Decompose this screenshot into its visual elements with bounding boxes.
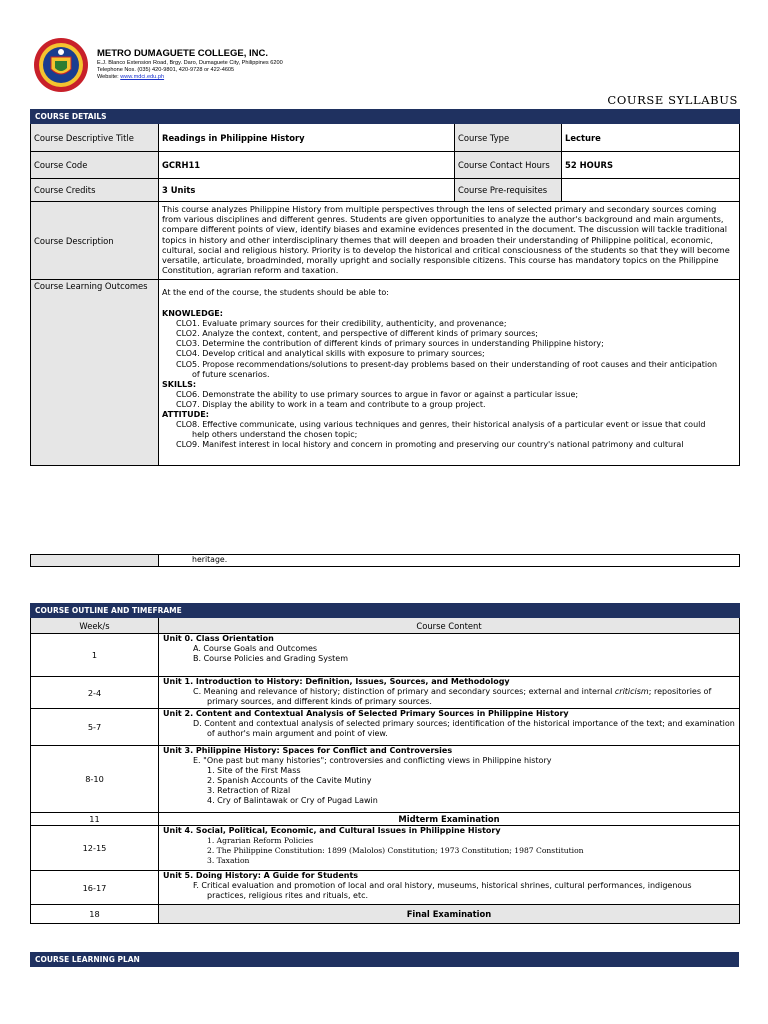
outline-item: B. Course Policies and Grading System xyxy=(193,654,348,663)
week-cell: 2-4 xyxy=(31,677,159,709)
week-cell: 11 xyxy=(31,813,159,826)
course-code-label: Course Code xyxy=(31,152,159,179)
clo-label: Course Learning Outcomes xyxy=(31,280,159,466)
prerequisites-label: Course Pre-requisites xyxy=(455,179,562,202)
document-title: COURSE SYLLABUS xyxy=(607,93,738,107)
clo-item: CLO4. Develop critical and analytical skills with exposure to primary sources; xyxy=(176,349,485,359)
week-cell: 1 xyxy=(31,634,159,677)
outline-subitem: 1. Site of the First Mass xyxy=(207,766,301,775)
outline-item: D. Content and contextual analysis of selected primary sources; identification of the historical importance of the text; and examination xyxy=(193,719,735,728)
content-column-header: Course Content xyxy=(159,618,740,634)
course-learning-plan-header: COURSE LEARNING PLAN xyxy=(31,953,739,967)
course-details-header: COURSE DETAILS xyxy=(31,110,740,124)
college-name: METRO DUMAGUETE COLLEGE, INC. xyxy=(97,48,268,59)
college-telephone: Telephone Nos. (035) 420-9801, 420-9728 or 422-4605 xyxy=(97,67,235,73)
descriptive-title-value: Readings in Philippine History xyxy=(159,124,455,152)
outline-content xyxy=(159,677,740,709)
week-column-header: Week/s xyxy=(31,618,159,634)
outline-item-continuation: practices, religious rites and rituals, etc. xyxy=(207,891,369,900)
clo-continuation-table xyxy=(30,554,740,567)
course-details-table xyxy=(30,109,740,466)
course-outline-table xyxy=(30,603,740,924)
unit-title: Unit 2. Content and Contextual Analysis of Selected Primary Sources in Philippine History xyxy=(163,709,569,718)
final-exam-cell: Final Examination xyxy=(159,905,740,924)
attitude-heading: ATTITUDE: xyxy=(162,410,209,420)
descriptive-title-label: Course Descriptive Title xyxy=(31,124,159,152)
outline-subitem: 2. Spanish Accounts of the Cavite Mutiny xyxy=(207,776,372,785)
clo-continuation-text: heritage. xyxy=(159,555,740,567)
contact-hours-label: Course Contact Hours xyxy=(455,152,562,179)
course-learning-plan-table xyxy=(30,952,739,967)
clo-continuation-label-cell xyxy=(31,555,159,567)
course-description-text: This course analyzes Philippine History from multiple perspectives through the lens of selected primary and secondary sources coming from various disciplines and different genres. Students are given opportunities to analyze the author's background and main arguments, compare different points of view, identify biases and examine evidences presented in the document. The discussion will tackle traditional topics in history and other interdisciplinary themes that will deepen and broaden their understanding of Philippine political, economic, cultural, social and religious history. Priority is to develop the historical and critical consciousness of the students so that they will become versatile, articulate, broadminded, morally upright and socially responsible citizens. This course has mandatory topics on the Philippine Constitution, agrarian reform and taxation. xyxy=(159,202,740,280)
outline-subitem: 3. Retraction of Rizal xyxy=(207,786,291,795)
clo-item: CLO6. Demonstrate the ability to use primary sources to argue in favor or against a particular issue; xyxy=(176,389,579,399)
outline-subitem: 3. Taxation xyxy=(207,856,250,865)
clo-intro: At the end of the course, the students should be able to: xyxy=(162,288,389,297)
skills-heading: SKILLS: xyxy=(162,379,197,389)
knowledge-heading: KNOWLEDGE: xyxy=(162,309,223,319)
week-cell: 18 xyxy=(31,905,159,924)
clo-item: CLO5. Propose recommendations/solutions to present-day problems based on their understanding of root causes and their anticipation xyxy=(176,359,718,369)
course-credits-value: 3 Units xyxy=(159,179,455,202)
clo-item-continuation: help others understand the chosen topic; xyxy=(192,430,358,440)
outline-item: E. "One past but many histories"; controversies and conflicting views in Philippine history xyxy=(193,756,552,765)
college-website-line xyxy=(97,74,164,81)
outline-subitem: 4. Cry of Balintawak or Cry of Pugad Lawin xyxy=(207,796,378,805)
outline-content xyxy=(159,871,740,905)
clo-item: CLO8. Effective communicate, using various techniques and genres, their historical analysis of a particular event or issue that could xyxy=(176,420,706,430)
week-cell: 8-10 xyxy=(31,746,159,813)
course-type-label: Course Type xyxy=(455,124,562,152)
college-seal-logo xyxy=(33,37,89,93)
unit-title: Unit 3. Philippine History: Spaces for Conflict and Controversies xyxy=(163,746,453,755)
outline-subitem: 2. The Philippine Constitution: 1899 (Malolos) Constitution; 1973 Constitution; 1987 Constitution xyxy=(207,846,584,855)
outline-item: F. Critical evaluation and promotion of local and oral history, museums, historical shrines, cultural performances, indigenous xyxy=(193,881,692,890)
clo-item-continuation: of future scenarios. xyxy=(192,369,270,379)
course-code-value: GCRH11 xyxy=(159,152,455,179)
week-cell: 12-15 xyxy=(31,826,159,871)
course-outline-header: COURSE OUTLINE AND TIMEFRAME xyxy=(31,604,740,618)
outline-subitem: 1. Agrarian Reform Policies xyxy=(207,836,314,845)
clo-item: CLO7. Display the ability to work in a team and contribute to a group project. xyxy=(176,399,486,409)
college-address: E.J. Blanco Extension Road, Brgy. Daro, Dumaguete City, Philippines 6200 xyxy=(97,60,283,66)
clo-item: CLO2. Analyze the context, content, and perspective of different kinds of primary sources; xyxy=(176,329,538,339)
outline-content xyxy=(159,709,740,746)
outline-item: A. Course Goals and Outcomes xyxy=(193,644,318,653)
clo-item: CLO9. Manifest interest in local history and concern in promoting and preserving our country's national patrimony and cultural xyxy=(176,440,684,450)
outline-content xyxy=(159,826,740,871)
course-type-value: Lecture xyxy=(562,124,740,152)
prerequisites-value xyxy=(562,179,740,202)
outline-content xyxy=(159,634,740,677)
website-link[interactable]: www.mdci.edu.ph xyxy=(120,74,165,80)
clo-item: CLO3. Determine the contribution of different kinds of primary sources in understanding Philippine history; xyxy=(176,339,604,349)
midterm-exam-cell: Midterm Examination xyxy=(159,813,740,826)
contact-hours-value: 52 HOURS xyxy=(562,152,740,179)
unit-title: Unit 0. Class Orientation xyxy=(163,634,274,643)
course-credits-label: Course Credits xyxy=(31,179,159,202)
week-cell: 16-17 xyxy=(31,871,159,905)
unit-title: Unit 1. Introduction to History: Definition, Issues, Sources, and Methodology xyxy=(163,677,510,686)
week-cell: 5-7 xyxy=(31,709,159,746)
outline-content xyxy=(159,746,740,813)
unit-title: Unit 4. Social, Political, Economic, and Cultural Issues in Philippine History xyxy=(163,826,501,835)
outline-item-continuation: primary sources, and different kinds of primary sources. xyxy=(207,697,432,706)
clo-content xyxy=(159,280,740,466)
clo-item: CLO1. Evaluate primary sources for their credibility, authenticity, and provenance; xyxy=(176,319,507,329)
unit-title: Unit 5. Doing History: A Guide for Students xyxy=(163,871,359,880)
website-label: Website: xyxy=(97,74,121,80)
outline-item-continuation: of author's main argument and point of view. xyxy=(207,729,388,738)
outline-item: C. Meaning and relevance of history; distinction of primary and secondary sources; external and internal criticism; repositories of xyxy=(193,687,712,696)
course-description-label: Course Description xyxy=(31,202,159,280)
